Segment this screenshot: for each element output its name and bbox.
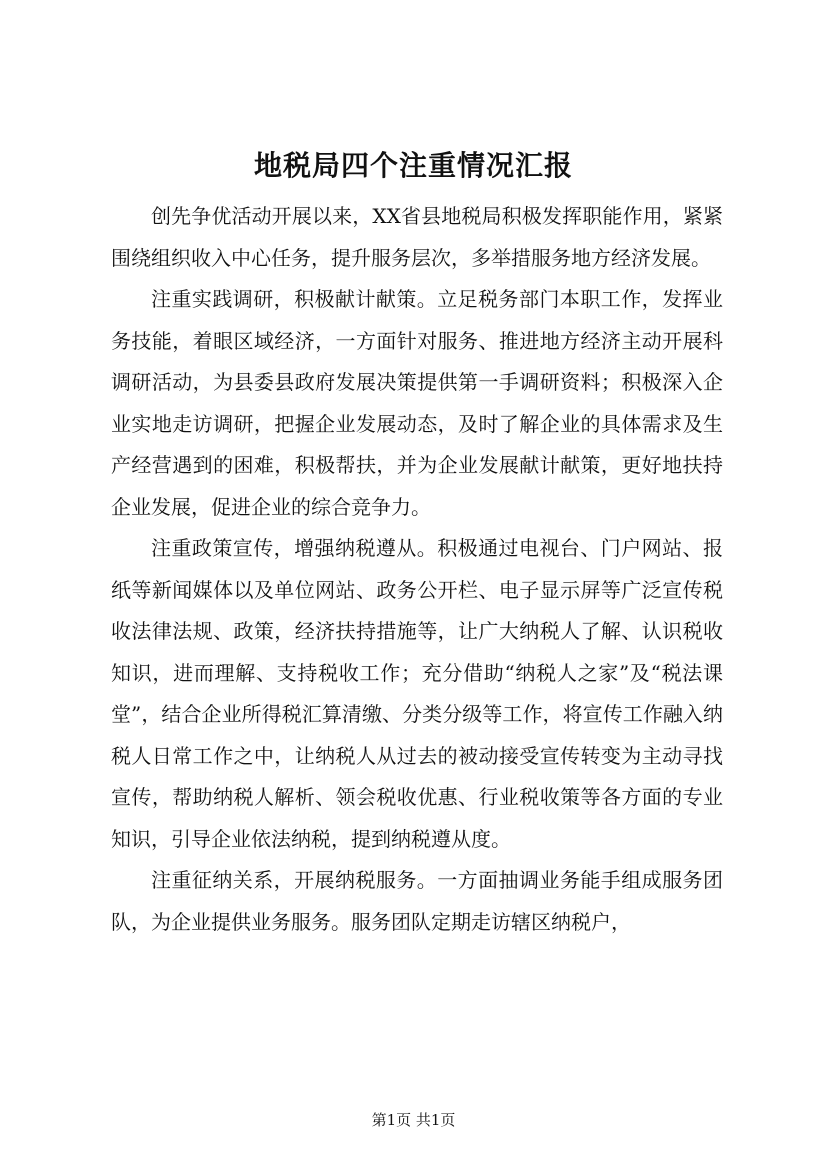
document-title: 地税局四个注重情况汇报: [253, 149, 573, 182]
paragraph-research: 注重实践调研，积极献计献策。立足税务部门本职工作，发挥业务技能，着眼区域经济，一方面针对服务、推进地方经济主动开展科调研活动，为县委县政府发展决策提供第一手调研资料；积极深入企业实地走访调研，把握企业发展动态，及时了解企业的具体需求及生产经营遇到的困难，积极帮扶，并为企业发展献计献策，更好地扶持企业发展，促进企业的综合竞争力。: [111, 287, 723, 519]
document-body: [111, 196, 723, 943]
page-footer: 第1页 共1页: [371, 1111, 456, 1129]
paragraph-intro: 创先争优活动开展以来，XX省县地税局积极发挥职能作用，紧紧围绕组织收入中心任务，提升服务层次，多举措服务地方经济发展。: [111, 204, 723, 270]
paragraph-service: 注重征纳关系，开展纳税服务。一方面抽调业务能手组成服务团队，为企业提供业务服务。服务团队定期走访辖区纳税户，: [111, 868, 723, 934]
paragraph-policy: 注重政策宣传，增强纳税遵从。积极通过电视台、门户网站、报纸等新闻媒体以及单位网站、政务公开栏、电子显示屏等广泛宣传税收法律法规、政策，经济扶持措施等，让广大纳税人了解、认识税收知识，进而理解、支持税收工作；充分借助“纳税人之家”及“税法课堂”，结合企业所得税汇算清缴、分类分级等工作，将宣传工作融入纳税人日常工作之中，让纳税人从过去的被动接受宣传转变为主动寻找宣传，帮助纳税人解析、领会税收优惠、行业税收策等各方面的专业知识，引导企业依法纳税，提到纳税遵从度。: [111, 536, 723, 851]
